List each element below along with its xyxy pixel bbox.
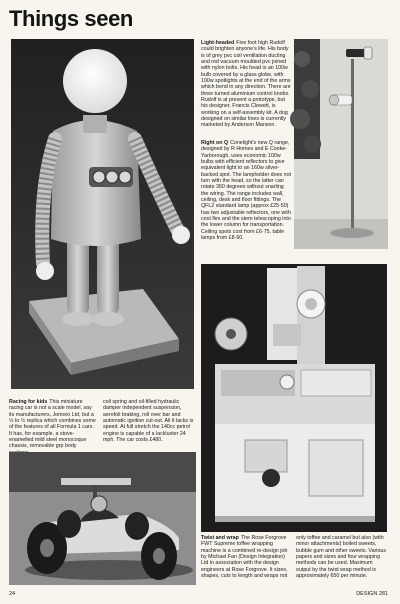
article-body: Five foot high Rudolf could brighten anyone's life. His body is of grey pvc coil ventilation ducting and red vacuum moulded pvc joined with nylon bolts. His head is an 100w bulb covered by a glass globe, with 100w spotlights at the end of the arms which bend in any direction. There are three turned aluminium control knobs. Rudolf is at present a prototype, but his designer, Francis Clewett, is working on a self-assembly kit. A dog designed on similar lines is currently marketed by Anderson Manson. <box>201 40 291 129</box>
page-title: Things seen <box>9 6 133 31</box>
article-body: only toffee and caramel but also (with minor attachments) boiled sweets, bubble gum and other sweets. Various papers and sizes and four wrapping methods can be used. Maximum output by the twist wrap method is approximately 650 per minute. <box>296 535 387 580</box>
page-number: 24 <box>9 591 16 597</box>
article-twist-col1 <box>201 535 291 593</box>
floor-lamp-photo <box>294 39 388 249</box>
article-light-headed <box>201 40 291 138</box>
article-twist-col2 <box>296 535 388 593</box>
racing-car-photo <box>9 452 196 585</box>
article-body: This miniature racing car is not a scale model, say its manufacturers, Jomoro Ltd, but a ⅓ to ½ replica which combines some of the features of all Formula 1 cars. It has, for example, a stove-enamelled mild steel monocoque chassis, removable grp body <box>9 399 96 450</box>
article-heading: Right on Q <box>201 140 229 146</box>
article-racing-col2 <box>103 399 194 449</box>
article-heading: Racing for kids <box>9 399 48 405</box>
article-body: Conelight's new Q range, designed by R Homes and E Cooke-Yarborough, uses economic 100w bulbs with efficient reflectors to give equivalent light to an 160w silver-backed spot. The lampholder does not turn with the head, so the latter can rotate 360 degrees without snarling the wiring. The range includes wall, ceiling, desk and floor fittings. The QFL2 standard lamp (approx £25·50) has two adjustable reflectors, one with cool flex and the stem telescoping into the lower column for transportation. Ceiling spots cost from £6·75, table lamps from £8·60. <box>201 140 292 242</box>
article-right-on-q <box>201 140 291 254</box>
article-heading: Light-headed <box>201 40 235 46</box>
article-body: The Rose Forgrove FWT Supreme toffee wrapping machine is a combined re-design job by Michael Fan (Design Integration) Ltd in association with the design engineers at Rose Forgrove. It sizes, shapes, cuts to length and wraps not <box>201 535 288 580</box>
robot-lamp-photo <box>11 39 194 389</box>
article-body: coil spring and oil-filled hydraulic damper independent suspension, aerofoil braking, roll over bar and automatic ignition cut-out. All it lacks is speed. At full stretch the 140cc petrol engine is capable of a lackluster 24 mph. The car costs £480. <box>103 399 194 444</box>
wrapping-machine-photo <box>201 264 387 532</box>
article-heading: Twist and wrap <box>201 535 239 541</box>
article-racing-col1 <box>9 399 97 449</box>
magazine-folio: DESIGN 281 <box>356 591 388 597</box>
